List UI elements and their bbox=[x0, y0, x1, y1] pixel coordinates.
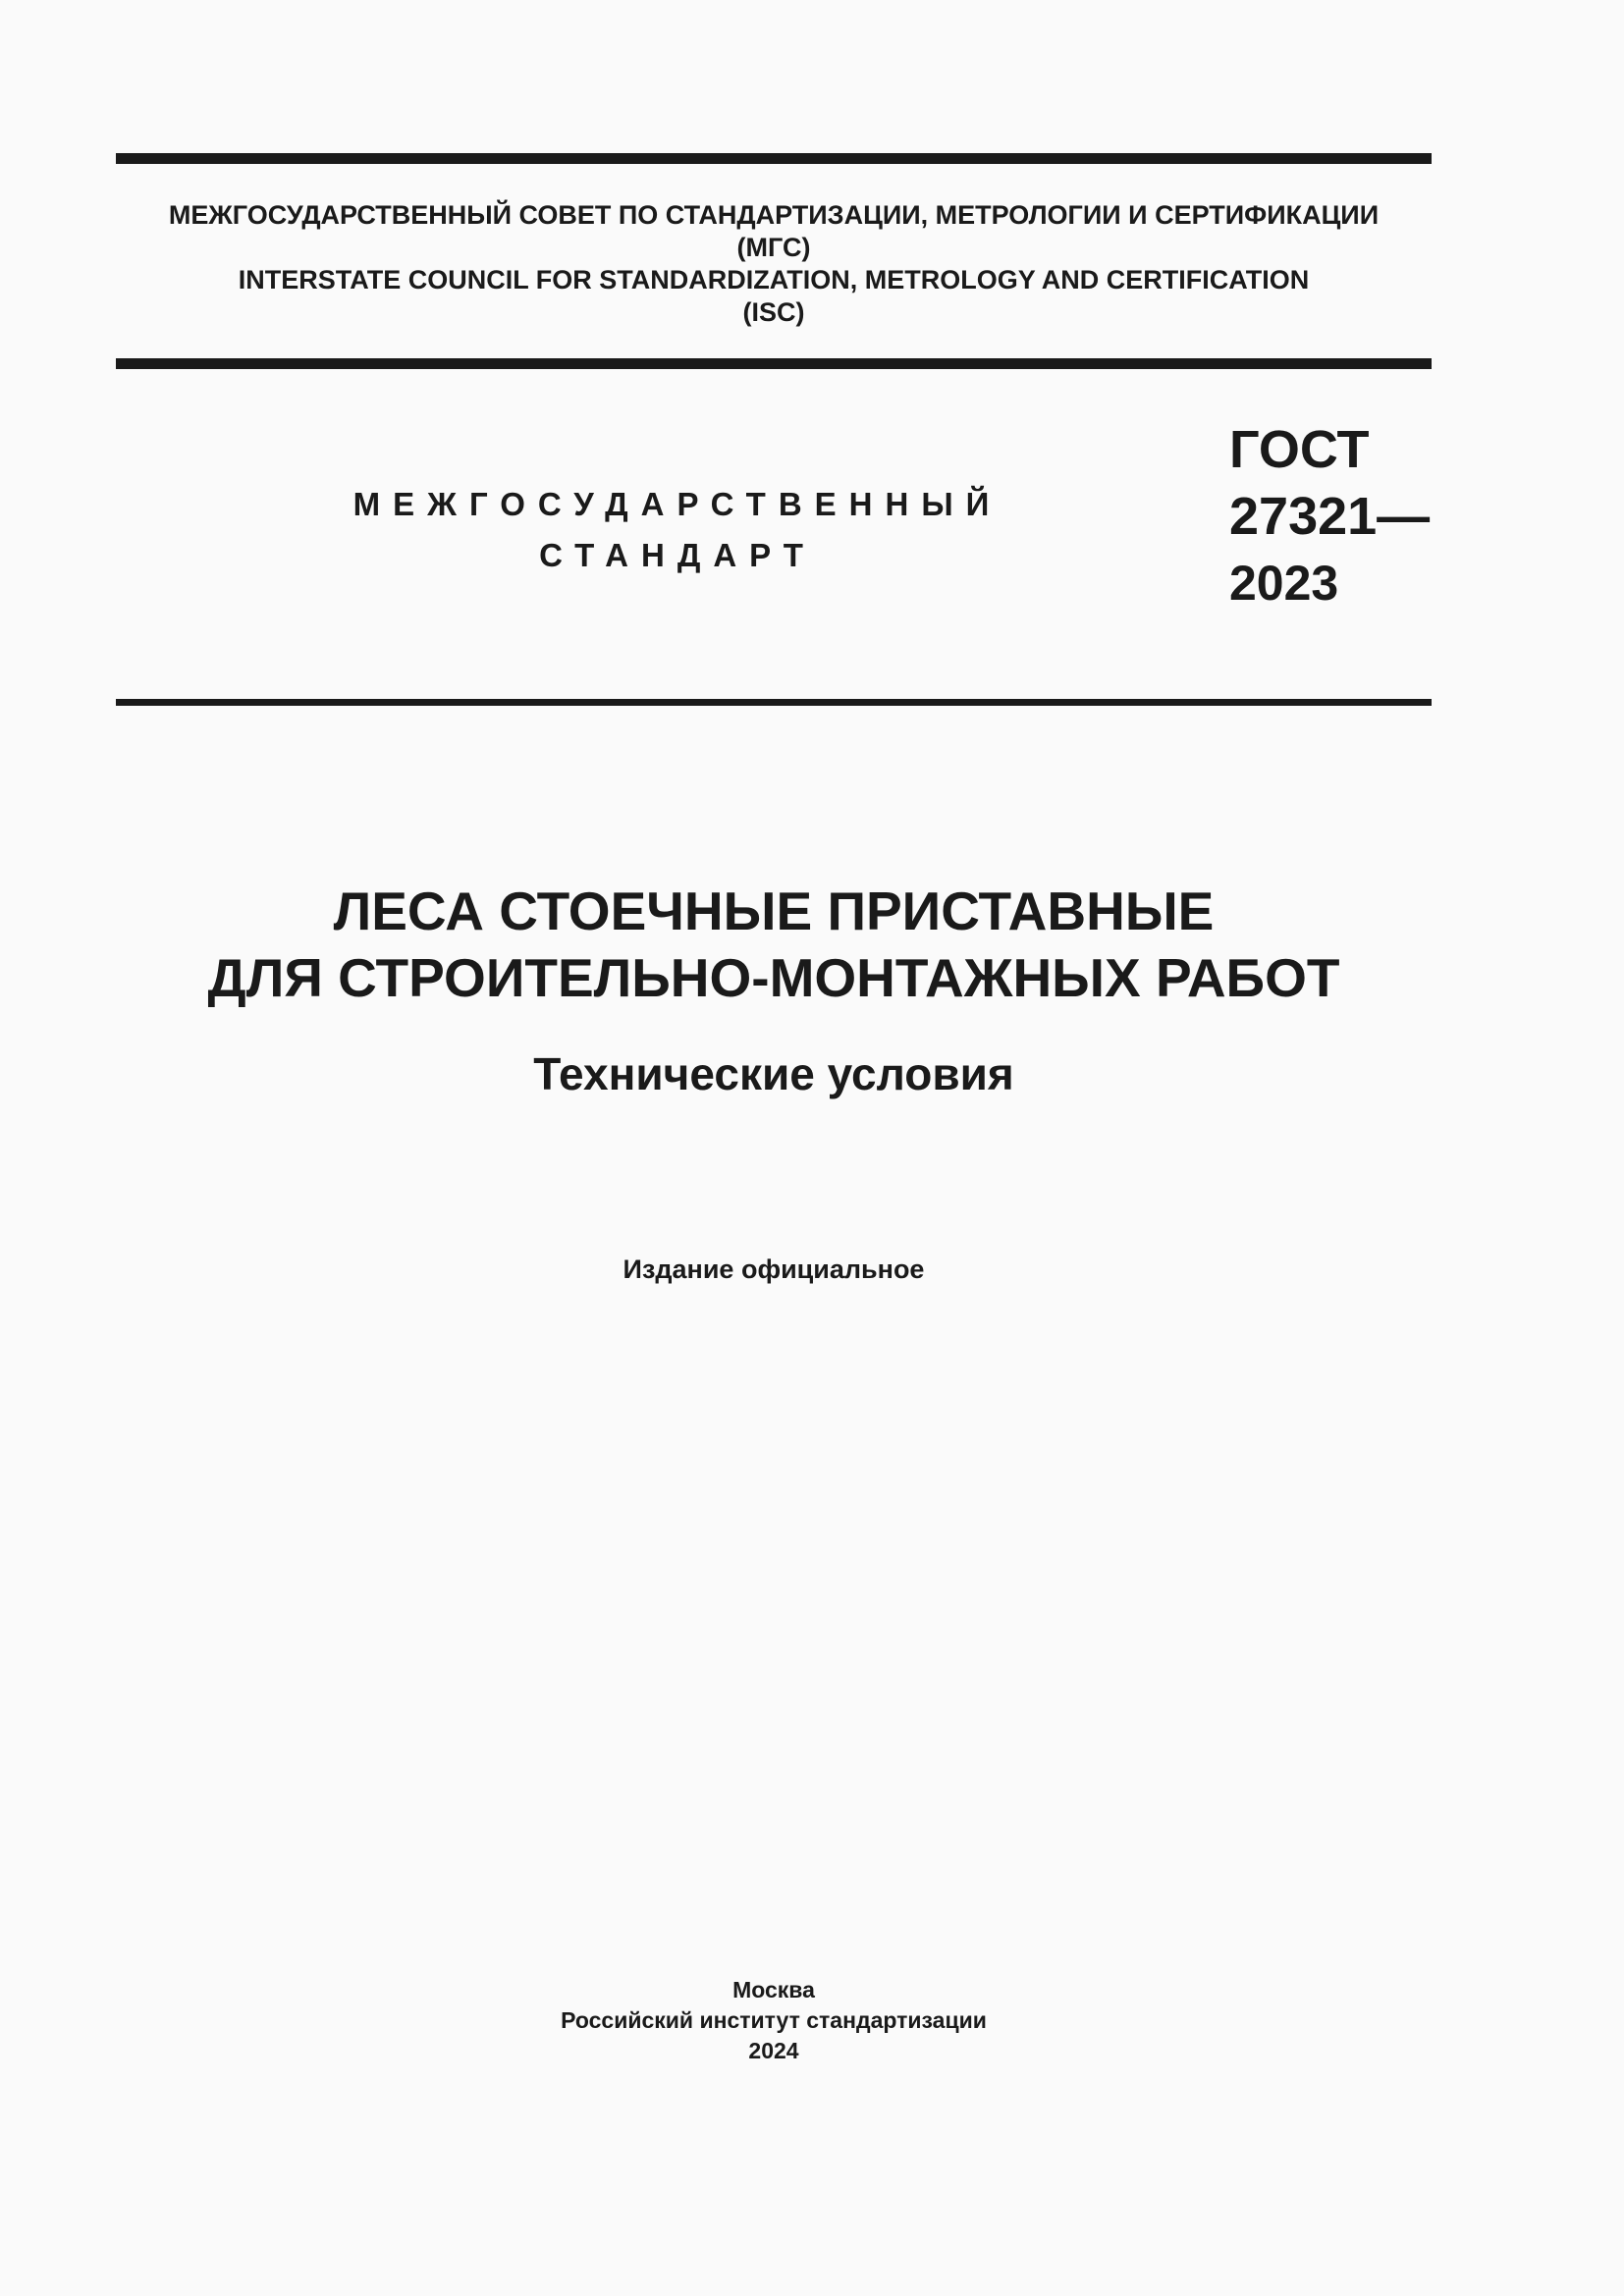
council-abbr-en: (ISC) bbox=[742, 297, 805, 327]
gost-year: 2023 bbox=[1229, 556, 1339, 611]
imprint-year: 2024 bbox=[748, 2038, 799, 2063]
council-header bbox=[116, 199, 1432, 329]
gost-number: 27321— bbox=[1229, 487, 1431, 546]
middle-divider bbox=[116, 358, 1432, 369]
top-divider bbox=[116, 153, 1432, 164]
imprint-publisher: Российский институт стандартизации bbox=[561, 2007, 987, 2033]
document-title bbox=[116, 878, 1432, 1011]
imprint-city: Москва bbox=[732, 1977, 815, 2002]
bottom-divider bbox=[116, 699, 1432, 706]
standard-type-line1: МЕЖГОСУДАРСТВЕННЫЙ bbox=[352, 486, 1002, 522]
title-line2: ДЛЯ СТРОИТЕЛЬНО-МОНТАЖНЫХ РАБОТ bbox=[207, 947, 1340, 1008]
gost-prefix: ГОСТ bbox=[1229, 420, 1370, 479]
title-line1: ЛЕСА СТОЕЧНЫЕ ПРИСТАВНЫЕ bbox=[333, 881, 1215, 941]
gost-designation bbox=[1229, 416, 1430, 616]
council-name-ru: МЕЖГОСУДАРСТВЕННЫЙ СОВЕТ ПО СТАНДАРТИЗАЦИИ, МЕТРОЛОГИИ И СЕРТИФИКАЦИИ bbox=[168, 200, 1380, 230]
document-subtitle: Технические условия bbox=[533, 1048, 1014, 1099]
edition-label: Издание официальное bbox=[623, 1255, 925, 1284]
standard-type-line2: СТАНДАРТ bbox=[539, 537, 816, 573]
imprint bbox=[116, 1975, 1432, 2066]
standard-type bbox=[324, 479, 1031, 581]
council-abbr-ru: (МГС) bbox=[736, 233, 811, 262]
council-name-en: INTERSTATE COUNCIL FOR STANDARDIZATION, METROLOGY AND CERTIFICATION bbox=[238, 265, 1310, 294]
